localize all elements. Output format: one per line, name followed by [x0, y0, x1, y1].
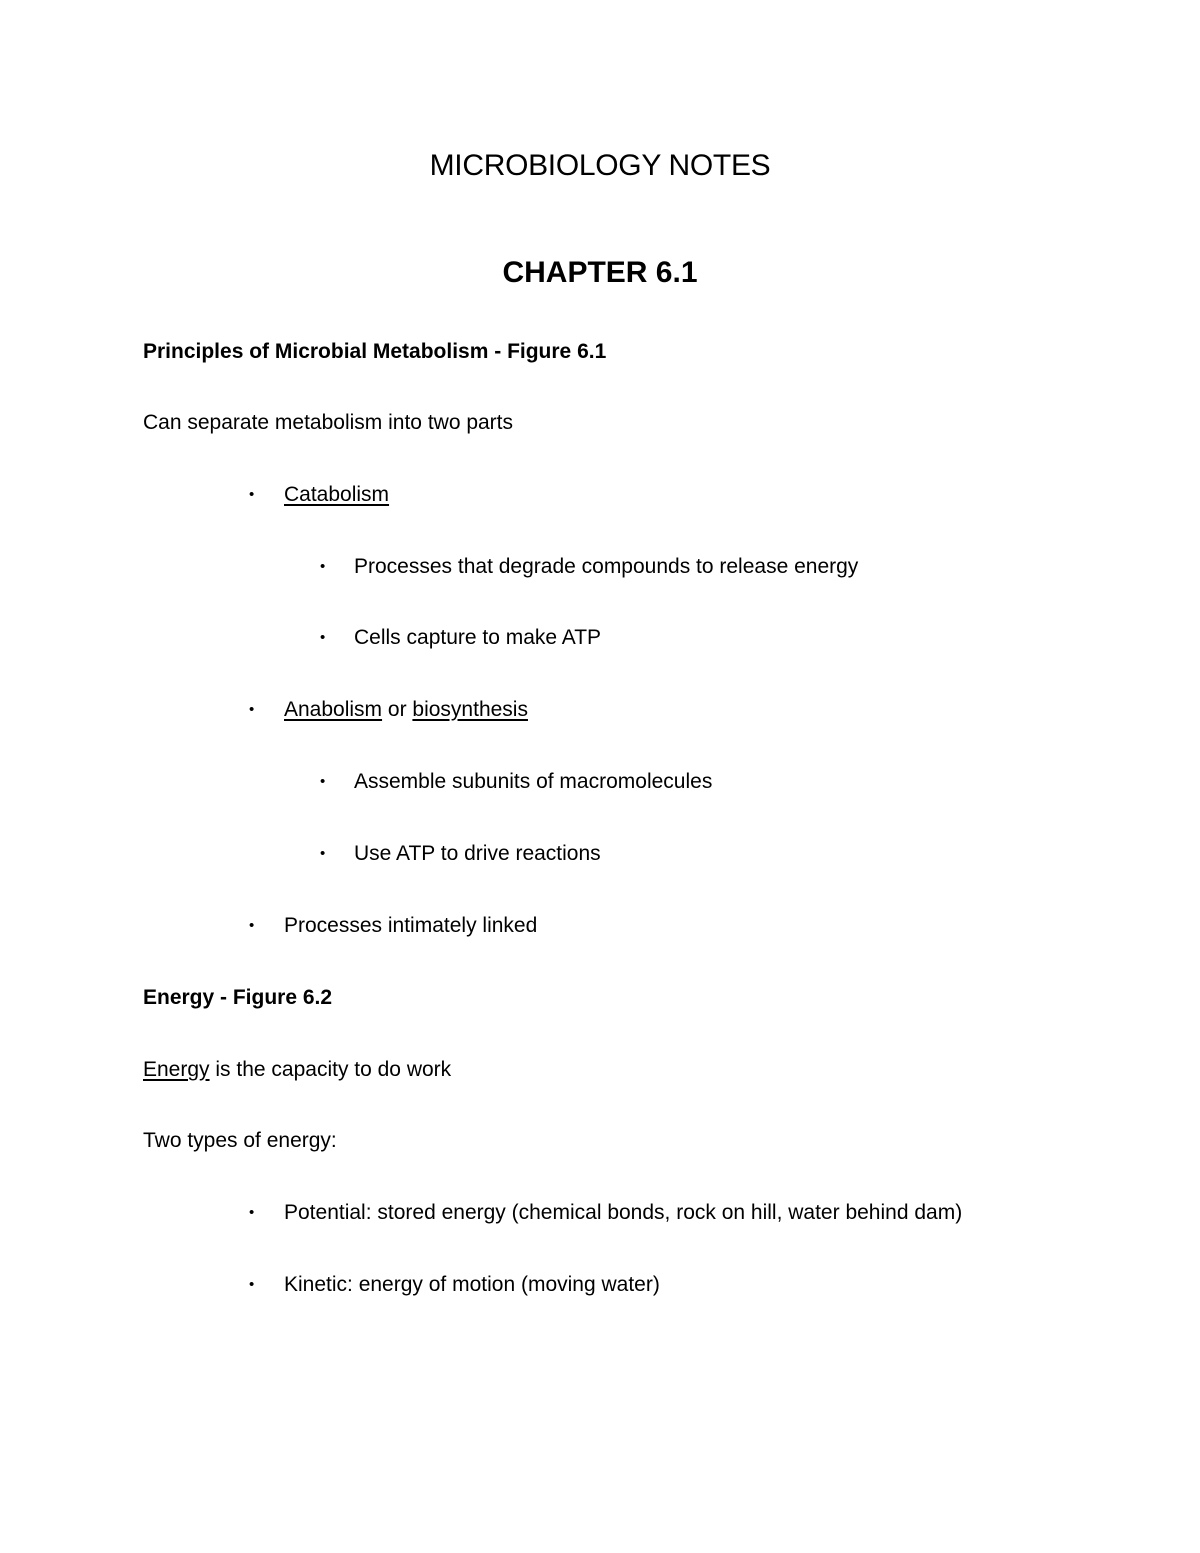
- chapter-heading: CHAPTER 6.1: [502, 256, 698, 289]
- bullet-linked: •: [249, 917, 255, 934]
- bullet-catabolism-point-1: •: [320, 558, 326, 575]
- term-biosynthesis: biosynthesis: [412, 698, 528, 721]
- anabolism-point-2: Use ATP to drive reactions: [354, 842, 601, 865]
- bullet-anabolism-point-1: •: [320, 773, 326, 790]
- energy-definition: [143, 1057, 451, 1083]
- term-anabolism: Anabolism: [284, 698, 383, 721]
- anabolism-point-1: Assemble subunits of macromolecules: [354, 770, 713, 793]
- section-heading-energy: Energy - Figure 6.2: [143, 986, 333, 1009]
- bullet-kinetic: •: [249, 1276, 255, 1293]
- bullet-catabolism-point-2: •: [320, 629, 326, 646]
- bullet-catabolism: •: [249, 486, 255, 503]
- section-heading-metabolism: Principles of Microbial Metabolism - Figure 6.1: [143, 340, 607, 363]
- bullet-anabolism-point-2: •: [320, 845, 326, 862]
- energy-definition-rest: is the capacity to do work: [209, 1058, 452, 1081]
- energy-type-potential: Potential: stored energy (chemical bonds, rock on hill, water behind dam): [284, 1201, 963, 1224]
- bullet-anabolism: •: [249, 701, 255, 718]
- anabolism-line: [284, 697, 528, 723]
- term-energy: Energy: [143, 1058, 210, 1081]
- processes-linked-text: Processes intimately linked: [284, 914, 538, 937]
- catabolism-point-2: Cells capture to make ATP: [354, 626, 602, 649]
- metabolism-intro-text: Can separate metabolism into two parts: [143, 411, 514, 434]
- energy-types-intro: Two types of energy:: [143, 1129, 337, 1152]
- energy-type-kinetic: Kinetic: energy of motion (moving water): [284, 1273, 660, 1296]
- term-catabolism: Catabolism: [284, 483, 390, 506]
- bullet-potential: •: [249, 1204, 255, 1221]
- document-title: MICROBIOLOGY NOTES: [429, 149, 771, 182]
- anabolism-connector: or: [382, 698, 413, 721]
- catabolism-point-1: Processes that degrade compounds to release energy: [354, 555, 859, 578]
